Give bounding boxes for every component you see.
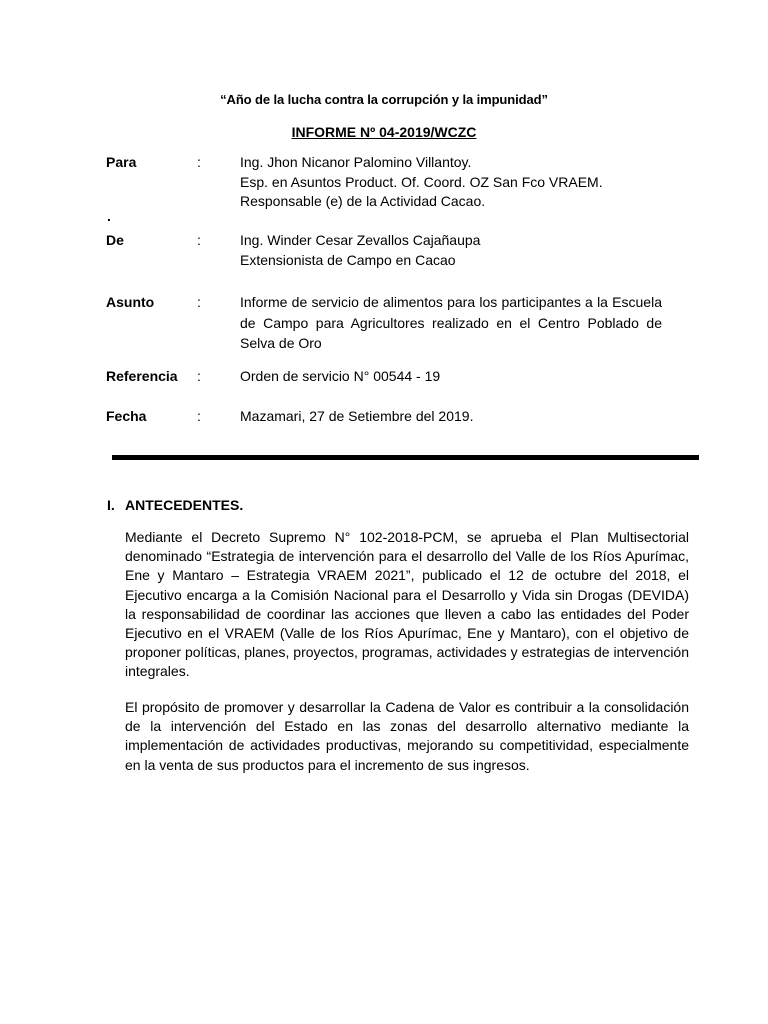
para-value xyxy=(240,153,662,212)
para-line: Ing. Jhon Nicanor Palomino Villantoy. xyxy=(240,154,472,170)
year-motto: “Año de la lucha contra la corrupción y la impunidad” xyxy=(220,92,548,107)
section-number: I. xyxy=(107,497,115,513)
referencia-value: Orden de servicio N° 00544 - 19 xyxy=(240,368,441,384)
asunto-label: Asunto xyxy=(106,294,155,310)
referencia-colon: : xyxy=(197,368,201,384)
de-label: De xyxy=(106,232,124,248)
para-line: Responsable (e) de la Actividad Cacao. xyxy=(240,193,486,209)
horizontal-divider xyxy=(112,455,699,460)
para-label: Para xyxy=(106,154,137,170)
de-colon: : xyxy=(197,232,201,248)
de-line: Ing. Winder Cesar Zevallos Cajañaupa xyxy=(240,232,481,248)
asunto-colon: : xyxy=(197,294,201,310)
de-value xyxy=(240,231,662,270)
asunto-value: Informe de servicio de alimentos para los participantes a la Escuela de Campo para Agricultores realizado en el Centro Poblado de Selva de Oro xyxy=(240,294,662,351)
body-paragraph: El propósito de promover y desarrollar la Cadena de Valor es contribuir a la consolidación de la intervención del Estado en las zonas del desarrollo alternativo mediante la implementación de actividades productivas, mejorando su competitividad, especialmente en la venta de sus productos para el incremento de sus ingresos. xyxy=(125,699,689,773)
referencia-label: Referencia xyxy=(106,368,178,384)
para-line: Esp. en Asuntos Product. Of. Coord. OZ San Fco VRAEM. xyxy=(240,173,603,190)
section-title: ANTECEDENTES. xyxy=(125,497,244,513)
fecha-value: Mazamari, 27 de Setiembre del 2019. xyxy=(240,408,474,424)
de-line: Extensionista de Campo en Cacao xyxy=(240,251,456,268)
separator-dot: . xyxy=(107,208,111,224)
fecha-colon: : xyxy=(197,408,201,424)
body-paragraph: Mediante el Decreto Supremo N° 102-2018-PCM, se aprueba el Plan Multisectorial denominado “Estrategia de intervención para el desarrollo del Valle de los Ríos Apurímac, Ene y Mantaro – Estrategia VRAEM 2021”, publicado el 12 de octubre del 2018, el Ejecutivo encarga a la Comisión Nacional para el Desarrollo y Vida sin Drogas (DEVIDA) la responsabilidad de coordinar las acciones que lleven a cabo las entidades del Poder Ejecutivo en el VRAEM (Valle de los Ríos Apurímac, Ene y Mantaro), con el objetivo de proponer políticas, planes, proyectos, programas, actividades y estrategias de intervención integrales. xyxy=(125,529,689,680)
fecha-label: Fecha xyxy=(106,408,147,424)
para-colon: : xyxy=(197,154,201,170)
section-heading-antecedentes xyxy=(107,497,243,513)
report-title: INFORME Nº 04-2019/WCZC xyxy=(291,124,477,140)
